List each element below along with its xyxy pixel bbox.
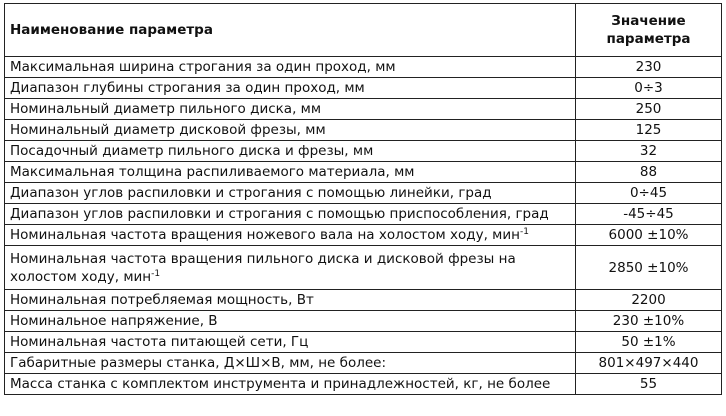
table-row [5, 246, 722, 290]
parameter-value: 0÷3 [576, 78, 722, 99]
parameter-name: Посадочный диаметр пильного диска и фрезы, мм [5, 141, 576, 162]
table-row [5, 225, 722, 246]
parameter-name: Максимальная толщина распиливаемого материала, мм [5, 162, 576, 183]
parameter-name: Диапазон углов распиловки и строгания с помощью линейки, град [5, 183, 576, 204]
table-row [5, 78, 722, 99]
parameter-value: 0÷45 [576, 183, 722, 204]
parameter-name [5, 246, 576, 290]
parameter-value: 6000 ±10% [576, 225, 722, 246]
parameter-name: Максимальная ширина строгания за один проход, мм [5, 57, 576, 78]
parameter-name: Масса станка с комплектом инструмента и принадлежностей, кг, не более [5, 374, 576, 395]
table-row [5, 353, 722, 374]
table-row [5, 99, 722, 120]
parameter-value: 250 [576, 99, 722, 120]
exponent: -1 [151, 268, 161, 279]
table-row [5, 374, 722, 395]
parameter-name: Номинальная частота питающей сети, Гц [5, 332, 576, 353]
table-row [5, 57, 722, 78]
parameter-name: Габаритные размеры станка, Д×Ш×В, мм, не более: [5, 353, 576, 374]
parameter-name-text: Номинальная частота вращения пильного диска и дисковой фрезы на холостом ходу, мин [10, 250, 516, 285]
table-row [5, 183, 722, 204]
table-row [5, 311, 722, 332]
parameter-value: 2850 ±10% [576, 246, 722, 290]
parameter-value: 125 [576, 120, 722, 141]
parameter-value: 88 [576, 162, 722, 183]
parameter-name: Номинальная потребляемая мощность, Вт [5, 290, 576, 311]
parameter-value: 801×497×440 [576, 353, 722, 374]
parameter-name: Номинальный диаметр дисковой фрезы, мм [5, 120, 576, 141]
parameter-name-text: Номинальная частота вращения ножевого вала на холостом ходу, мин [10, 227, 520, 243]
parameter-name: Номинальное напряжение, В [5, 311, 576, 332]
parameter-name: Диапазон углов распиловки и строгания с помощью приспособления, град [5, 204, 576, 225]
parameter-value: 2200 [576, 290, 722, 311]
parameter-value: 50 ±1% [576, 332, 722, 353]
header-parameter-value: Значение параметра [576, 4, 722, 57]
parameter-value: -45÷45 [576, 204, 722, 225]
table-header-row [5, 4, 722, 57]
table-row [5, 141, 722, 162]
parameter-name [5, 225, 576, 246]
spec-table [4, 3, 722, 395]
parameter-value: 32 [576, 141, 722, 162]
exponent: -1 [519, 227, 529, 237]
table-row [5, 120, 722, 141]
parameter-value: 230 [576, 57, 722, 78]
table-row [5, 332, 722, 353]
header-parameter-name: Наименование параметра [5, 4, 576, 57]
parameter-value: 230 ±10% [576, 311, 722, 332]
parameter-value: 55 [576, 374, 722, 395]
parameter-name: Номинальный диаметр пильного диска, мм [5, 99, 576, 120]
table-row [5, 162, 722, 183]
table-row [5, 204, 722, 225]
table-row [5, 290, 722, 311]
parameter-name: Диапазон глубины строгания за один проход, мм [5, 78, 576, 99]
